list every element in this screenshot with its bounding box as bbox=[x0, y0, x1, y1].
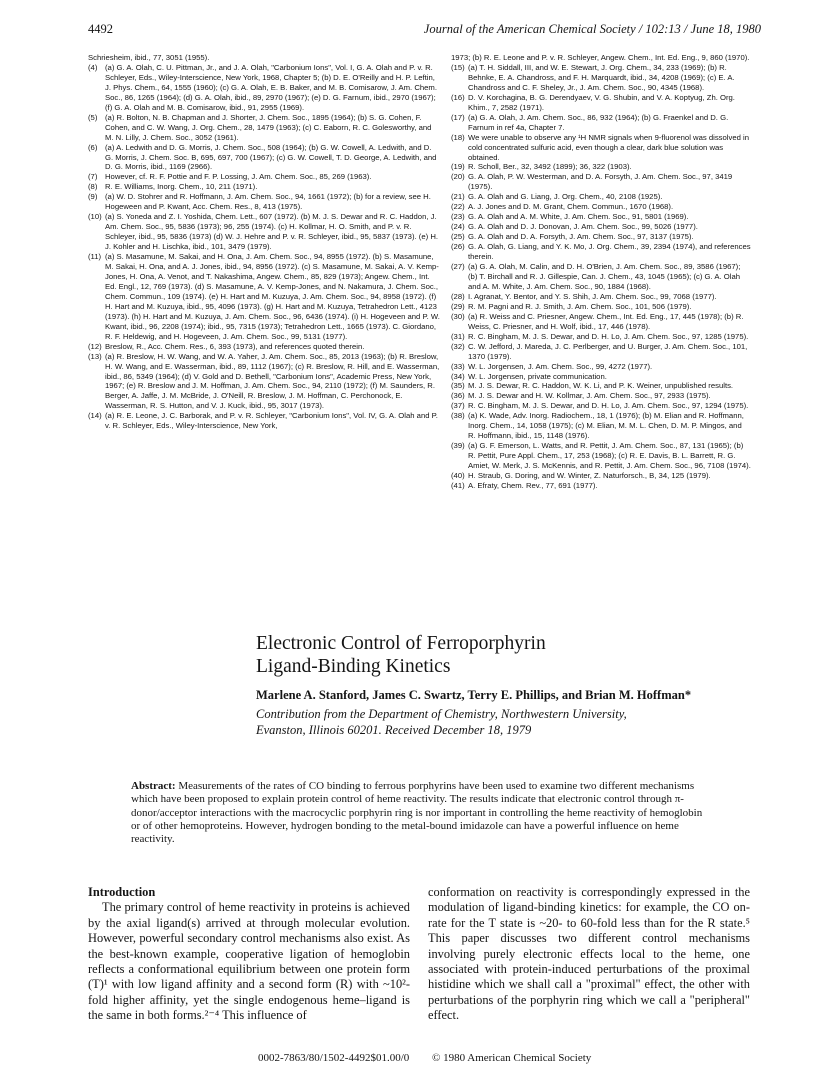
reference-item bbox=[451, 471, 751, 481]
affiliation bbox=[256, 706, 627, 738]
reference-text: (a) G. F. Emerson, L. Watts, and R. Pettit, J. Am. Chem. Soc., 87, 131 (1965); (b) R. Pettit, Pure Appl. Chem., 17, 253 (1968); (c) R. E. Davis, B. L. Barrett, R. G. Amiet, W. Merk, J. S. McKennis, and R. Pettit, J. Am. Chem. Soc., 96, 7108 (1974). bbox=[468, 441, 751, 471]
reference-item bbox=[451, 302, 751, 312]
introduction-heading: Introduction bbox=[88, 885, 156, 899]
reference-number: (27) bbox=[451, 262, 465, 272]
reference-number: (26) bbox=[451, 242, 465, 252]
reference-number: (18) bbox=[451, 132, 465, 142]
reference-item bbox=[451, 362, 751, 372]
reference-text: (a) S. Yoneda and Z. I. Yoshida, Chem. Lett., 607 (1972). (b) M. J. S. Dewar and R. C. Haddon, J. Am. Chem. Soc., 95, 5836 (1973); 96, 255 (1974). (c) H. Kollmar, H. O. Smith, and P. v. R. Schleyer, ibid., 95, 5836 (1973) (d) W. J. Hehre and P. v. R. Schleyer, ibid., 95, 5837 (1973). (e) H. J. Kohler and H. Lischka, ibid., 101, 3479 (1979). bbox=[105, 212, 439, 252]
reference-item bbox=[451, 342, 751, 362]
reference-number: (20) bbox=[451, 172, 465, 182]
reference-number: (24) bbox=[451, 222, 465, 232]
reference-number: (14) bbox=[88, 411, 102, 421]
reference-number: (40) bbox=[451, 471, 465, 481]
reference-text: 1973; (b) R. E. Leone and P. v. R. Schleyer, Angew. Chem., Int. Ed. Eng., 9, 860 (1970). bbox=[451, 53, 750, 62]
reference-number: (34) bbox=[451, 371, 465, 381]
affiliation-line-2: Evanston, Illinois 60201. Received December 18, 1979 bbox=[256, 723, 532, 737]
reference-text: W. L. Jorgensen, private communication. bbox=[468, 371, 607, 381]
body-left-column bbox=[88, 885, 410, 1024]
reference-number: (32) bbox=[451, 341, 465, 351]
reference-item bbox=[451, 133, 751, 163]
reference-number: (36) bbox=[451, 391, 465, 401]
reference-number: (33) bbox=[451, 361, 465, 371]
reference-text: H. Straub, G. Doring, and W. Winter, Z. Naturforsch., B, 34, 125 (1979). bbox=[468, 471, 711, 481]
reference-number: (10) bbox=[88, 212, 102, 222]
reference-text: (a) R. Weiss and C. Priesner, Angew. Chem., Int. Ed. Eng., 17, 445 (1978); (b) R. Weiss, C. Priesner, and H. Wolf, ibid., 17, 446 (1978). bbox=[468, 311, 744, 331]
affiliation-line-1: Contribution from the Department of Chemistry, Northwestern University, bbox=[256, 707, 627, 721]
reference-number: (8) bbox=[88, 182, 98, 192]
reference-text: (a) K. Wade, Adv. Inorg. Radiochem., 18, 1 (1976); (b) M. Elian and R. Hoffmann, Inorg. Chem., 14, 1058 (1975); (c) M. Elian, M. M. L. Chen, D. M. P. Mingos, and R. Hoffmann, ibid., 15, 1148 (1976). bbox=[468, 411, 744, 441]
reference-text: (a) A. Ledwith and D. G. Morris, J. Chem. Soc., 508 (1964); (b) G. W. Cowell, A. Ledwith, and D. G. Morris, J. Chem. Soc. B, 695, 697, 700 (1967); (c) G. W. Cowell, T. D. George, A. Ledwith, and D. G. Morris, ibid., 1169 (2966). bbox=[105, 142, 437, 172]
reference-text: R. E. Williams, Inorg. Chem., 10, 211 (1971). bbox=[105, 182, 258, 192]
article-title-line-2: Ligand-Binding Kinetics bbox=[256, 656, 451, 677]
references-left-column bbox=[88, 53, 440, 431]
article-title bbox=[256, 632, 546, 678]
reference-number: (29) bbox=[451, 301, 465, 311]
reference-item bbox=[88, 172, 440, 182]
reference-text: (a) R. Bolton, N. B. Chapman and J. Shorter, J. Chem. Soc., 1895 (1964); (b) S. G. Cohen, F. Cohen, and C. W. Wang, J. Org. Chem., 28, 1479 (1963); (c) C. Eaborn, R. C. Golesworthy, and M. N. Lilly, J. Chem. Soc., 3052 (1961). bbox=[105, 112, 432, 142]
publication-code: 0002-7863/80/1502-4492$01.00/0 bbox=[258, 1052, 410, 1064]
reference-text: We were unable to observe any ¹H NMR signals when 9-fluorenol was dissolved in cold concentrated sulfuric acid, even though a clear, dark blue solution was obtained. bbox=[468, 132, 750, 162]
reference-item bbox=[451, 93, 751, 113]
reference-text: G. A. Olah, P. W. Westerman, and D. A. Forsyth, J. Am. Chem. Soc., 97, 3419 (1975). bbox=[468, 172, 733, 192]
reference-text: Schriesheim, ibid., 77, 3051 (1955). bbox=[88, 53, 210, 62]
reference-text: (a) R. E. Leone, J. C. Barborak, and P. v. R. Schleyer, "Carbonium Ions", Vol. IV, G. A. Olah and P. v. R. Schleyer, Eds., Wiley-Interscience, New York, bbox=[105, 411, 438, 431]
reference-item bbox=[451, 292, 751, 302]
abstract bbox=[131, 780, 706, 846]
introduction-paragraph-right: conformation on reactivity is correspondingly expressed in the modulation of ligand-binding kinetics: for example, the CO on-rate for the T state is ~20- to 60-fold less than for the R state.⁵ This paper discusses two different control mechanisms involving purely electronic effects local to the heme, one associated with protein-induced perturbations of the proximal histidine which we shall call a "proximal" effect, the other with perturbations of the porphyrin ring which we call a "peripheral" effect. bbox=[428, 885, 750, 1023]
reference-item bbox=[451, 481, 751, 491]
reference-item bbox=[451, 372, 751, 382]
reference-text: A. Efraty, Chem. Rev., 77, 691 (1977). bbox=[468, 480, 598, 490]
reference-number: (15) bbox=[451, 62, 465, 72]
reference-number: (22) bbox=[451, 202, 465, 212]
reference-item bbox=[88, 192, 440, 212]
reference-number: (21) bbox=[451, 192, 465, 202]
reference-text: (a) T. H. Siddall, III, and W. E. Stewart, J. Org. Chem., 34, 233 (1969); (b) R. Behnke, E. A. Chandross, and F. H. Marquardt, ibid., 34, 4208 (1969); (c) E. A. Chandross and C. F. Sheley, Jr., J. Am. Chem. Soc., 90, 4345 (1968). bbox=[468, 62, 735, 92]
reference-item bbox=[451, 232, 751, 242]
reference-text: D. V. Korchagina, B. G. Derendyaev, V. G. Shubin, and V. A. Koptyug, Zh. Org. Khim., 7, 2582 (1971). bbox=[468, 92, 735, 112]
reference-item bbox=[451, 63, 751, 93]
reference-text: (a) W. D. Stohrer and R. Hoffmann, J. Am. Chem. Soc., 94, 1661 (1972); (b) for a review, see H. Hogeween and P. Kwant, Acc. Chem. Res., 8, 413 (1975). bbox=[105, 192, 431, 212]
reference-text: W. L. Jorgensen, J. Am. Chem. Soc., 99, 4272 (1977). bbox=[468, 361, 653, 371]
reference-item bbox=[451, 332, 751, 342]
reference-number: (23) bbox=[451, 212, 465, 222]
reference-item bbox=[451, 172, 751, 192]
reference-number: (9) bbox=[88, 192, 98, 202]
reference-item bbox=[88, 212, 440, 252]
reference-item bbox=[451, 192, 751, 202]
reference-text: R. C. Bingham, M. J. S. Dewar, and D. H. Lo, J. Am. Chem. Soc., 97, 1285 (1975). bbox=[468, 331, 749, 341]
reference-item bbox=[451, 401, 751, 411]
article-title-line-1: Electronic Control of Ferroporphyrin bbox=[256, 633, 546, 654]
reference-number: (19) bbox=[451, 162, 465, 172]
reference-item bbox=[88, 53, 440, 63]
reference-text: A. J. Jones and D. M. Grant, Chem. Commun., 1670 (1968). bbox=[468, 202, 674, 212]
reference-number: (38) bbox=[451, 411, 465, 421]
reference-text: R. M. Pagni and R. J. Smith, J. Am. Chem. Soc., 101, 506 (1979). bbox=[468, 301, 692, 311]
reference-item bbox=[451, 312, 751, 332]
reference-text: R. Scholl, Ber., 32, 3492 (1899); 36, 322 (1903). bbox=[468, 162, 632, 172]
reference-item bbox=[88, 63, 440, 113]
reference-text: G. A. Olah, G. Liang, and Y. K. Mo, J. Org. Chem., 39, 2394 (1974), and references therein. bbox=[468, 242, 751, 262]
reference-number: (28) bbox=[451, 291, 465, 301]
reference-text: M. J. S. Dewar, R. C. Haddon, W. K. Li, and P. K. Weiner, unpublished results. bbox=[468, 381, 734, 391]
reference-number: (37) bbox=[451, 401, 465, 411]
reference-item bbox=[451, 222, 751, 232]
reference-item bbox=[451, 212, 751, 222]
reference-item bbox=[88, 113, 440, 143]
reference-text: I. Agranat, Y. Bentor, and Y. S. Shih, J. Am. Chem. Soc., 99, 7068 (1977). bbox=[468, 291, 717, 301]
reference-item bbox=[451, 113, 751, 133]
reference-text: R. C. Bingham, M. J. S. Dewar, and D. H. Lo, J. Am. Chem. Soc., 97, 1294 (1975). bbox=[468, 401, 749, 411]
reference-item bbox=[451, 53, 751, 63]
reference-item bbox=[451, 162, 751, 172]
reference-number: (13) bbox=[88, 351, 102, 361]
reference-number: (35) bbox=[451, 381, 465, 391]
reference-number: (17) bbox=[451, 112, 465, 122]
reference-number: (16) bbox=[451, 92, 465, 102]
introduction-paragraph-left: The primary control of heme reactivity in proteins is achieved by the axial ligand(s) arrived at through molecular evolution. However, powerful secondary control mechanisms also exist. As the best-known example, cooperative ligation of hemoglobin reflects a conformational equilibrium between one protein form (T)¹ with low ligand affinity and a second form (R) with ~10²-fold higher affinity, yet the single endogenous heme–ligand is the same in both forms.²⁻⁴ This influence of bbox=[88, 900, 410, 1023]
reference-number: (5) bbox=[88, 112, 98, 122]
reference-item bbox=[451, 411, 751, 441]
reference-number: (4) bbox=[88, 62, 98, 72]
reference-text: (a) G. A. Olah, J. Am. Chem. Soc., 86, 932 (1964); (b) G. Fraenkel and D. G. Farnum in ref 4a, Chapter 7. bbox=[468, 112, 729, 132]
reference-text: (a) S. Masamune, M. Sakai, and H. Ona, J. Am. Chem. Soc., 94, 8955 (1972). (b) S. Masamune, M. Sakai, H. Ona, and A. J. Jones, ibid., 94, 8956 (1972). (c) S. Masamune, M. Sakai, A. V. Kemp-Jones, H. Ona, A. Venot, and T. Nakashima, Angew. Chem., 85, 829 (1973); Angew. Chem., Int. Ed. Engl., 12, 769 (1973). (d) S. Masamune, A. V. Kemp-Jones, and N. Nakamura, J. Chem. Soc., Chem. Commun., 109 (1974). (e) H. Hart and M. Kuzuya, J. Am. Chem. Soc., 94, 8958 (1972). (f) H. Hart and M. Kuzuya, ibid., 95, 4096 (1973). (g) H. Hart and M. Kuzuya, Tetrahedron Lett., 4123 (1973). (h) H. Hart and M. Kuzuya, J. Am. Chem. Soc., 96, 6436 (1974). (i) H. Hogeveen and P. W. Kwant, ibid., 96, 2208 (1974); ibid., 95, 7315 (1973); Tetrahedron Lett., 1665 (1973). C. Giordano, R. F. Heldewig, and H. Hogeveen, J. Am. Chem. Soc., 99, 5131 (1977). bbox=[105, 252, 440, 341]
reference-item bbox=[451, 202, 751, 212]
reference-number: (25) bbox=[451, 232, 465, 242]
reference-number: (39) bbox=[451, 441, 465, 451]
reference-number: (41) bbox=[451, 480, 465, 490]
reference-item bbox=[88, 342, 440, 352]
reference-item bbox=[451, 391, 751, 401]
reference-item bbox=[88, 252, 440, 342]
journal-running-head: Journal of the American Chemical Society / 102:13 / June 18, 1980 bbox=[423, 22, 761, 36]
page-header bbox=[88, 22, 761, 38]
reference-item bbox=[88, 411, 440, 431]
reference-number: (7) bbox=[88, 172, 98, 182]
reference-number: (11) bbox=[88, 252, 102, 262]
page-number: 4492 bbox=[88, 22, 113, 36]
reference-item bbox=[88, 182, 440, 192]
reference-number: (31) bbox=[451, 331, 465, 341]
references-right-column bbox=[451, 53, 751, 491]
reference-number: (12) bbox=[88, 341, 102, 351]
reference-number: (6) bbox=[88, 142, 98, 152]
reference-text: Breslow, R., Acc. Chem. Res., 6, 393 (1973), and references quoted therein. bbox=[105, 341, 365, 351]
reference-item bbox=[88, 143, 440, 173]
reference-item bbox=[451, 262, 751, 292]
reference-text: C. W. Jefford, J. Mareda, J. C. Perlberger, and U. Burger, J. Am. Chem. Soc., 101, 1370 (1979). bbox=[468, 341, 748, 361]
author-list: Marlene A. Stanford, James C. Swartz, Terry E. Phillips, and Brian M. Hoffman* bbox=[256, 688, 692, 702]
abstract-label: Abstract: bbox=[131, 780, 176, 792]
reference-text: G. A. Olah and D. J. Donovan, J. Am. Chem. Soc., 99, 5026 (1977). bbox=[468, 222, 698, 232]
reference-text: (a) G. A. Olah, M. Calin, and D. H. O'Brien, J. Am. Chem. Soc., 89, 3586 (1967); (b) T. Birchall and R. J. Gillespie, Can. J. Chem., 43, 1045 (1965); (c) G. A. Olah and A. M. White, J. Am. Chem. Soc., 90, 1884 (1968). bbox=[468, 262, 741, 291]
reference-text: (a) R. Breslow, H. W. Wang, and W. A. Yaher, J. Am. Chem. Soc., 85, 2013 (1963); (b) R. Breslow, H. W. Wang, and E. Wasserman, ibid., 89, 1112 (1967); (c) R. Breslow, R. Hill, and E. Wasserman, ibid., 86, 5349 (1964); (d) V. Gold and D. Bethell, "Carbonium Ions", Academic Press, New York, 1967; (e) R. Breslow and J. M. Hoffman, J. Am. Chem. Soc., 94, 2110 (1972); (f) M. Saunders, R. Berger, A. Jaffe, J. M. McBride, J. O'Neill, R. Breslow, J. M. Hoffman, C. Perchonock, E. Wasserman, R. S. Hutton, and V. J. Kuck, ibid., 95, 3017 (1973). bbox=[105, 351, 440, 411]
reference-text: G. A. Olah and D. A. Forsyth, J. Am. Chem. Soc., 97, 3137 (1975). bbox=[468, 232, 694, 242]
reference-text: G. A. Olah and A. M. White, J. Am. Chem. Soc., 91, 5801 (1969). bbox=[468, 212, 689, 222]
body-right-column bbox=[428, 885, 750, 1024]
reference-number: (30) bbox=[451, 311, 465, 321]
abstract-text: Measurements of the rates of CO binding to ferrous porphyrins have been used to examine two different mechanisms which have been proposed to explain protein control of heme reactivity. The results indicate that electronic control through π-donor/acceptor interactions with the macrocyclic porphyrin ring is nor important in controlling the heme reactivity of hemoglobin or of other hemoproteins. However, hydrogen bonding to the metal-bound imidazole can have a powerful influence on heme reactivity. bbox=[131, 780, 703, 846]
reference-text: However, cf. R. F. Pottie and F. P. Lossing, J. Am. Chem. Soc., 85, 269 (1963). bbox=[105, 172, 372, 182]
reference-text: (a) G. A. Olah, C. U. Pittman, Jr., and J. A. Olah, "Carbonium Ions", Vol. I, G. A. Olah and P. v. R. Schleyer, Eds., Wiley-Interscience, New York, 1968, Chapter 5; (b) D. E. O'Reilly and H. P. Leftin, J. Phys. Chem., 64, 1555 (1960); (c) G. A. Olah, E. B. Baker, and M. B. Comisarow, J. Am. Chem. Soc., 86, 1265 (1964); (d) G. A. Olah, ibid., 89, 2970 (1967); (e) D. G. Farnum, ibid., 2970 (1967); (f) G. A. Olah and M. B. Comisarow, ibid., 91, 2955 (1969). bbox=[105, 62, 437, 112]
reference-item bbox=[88, 352, 440, 412]
copyright-notice: © 1980 American Chemical Society bbox=[432, 1052, 592, 1064]
reference-item bbox=[451, 242, 751, 262]
reference-text: G. A. Olah and G. Liang, J. Org. Chem., 40, 2108 (1925). bbox=[468, 192, 663, 202]
reference-item bbox=[451, 381, 751, 391]
reference-text: M. J. S. Dewar and H. W. Kollmar, J. Am. Chem. Soc., 97, 2933 (1975). bbox=[468, 391, 711, 401]
reference-item bbox=[451, 441, 751, 471]
